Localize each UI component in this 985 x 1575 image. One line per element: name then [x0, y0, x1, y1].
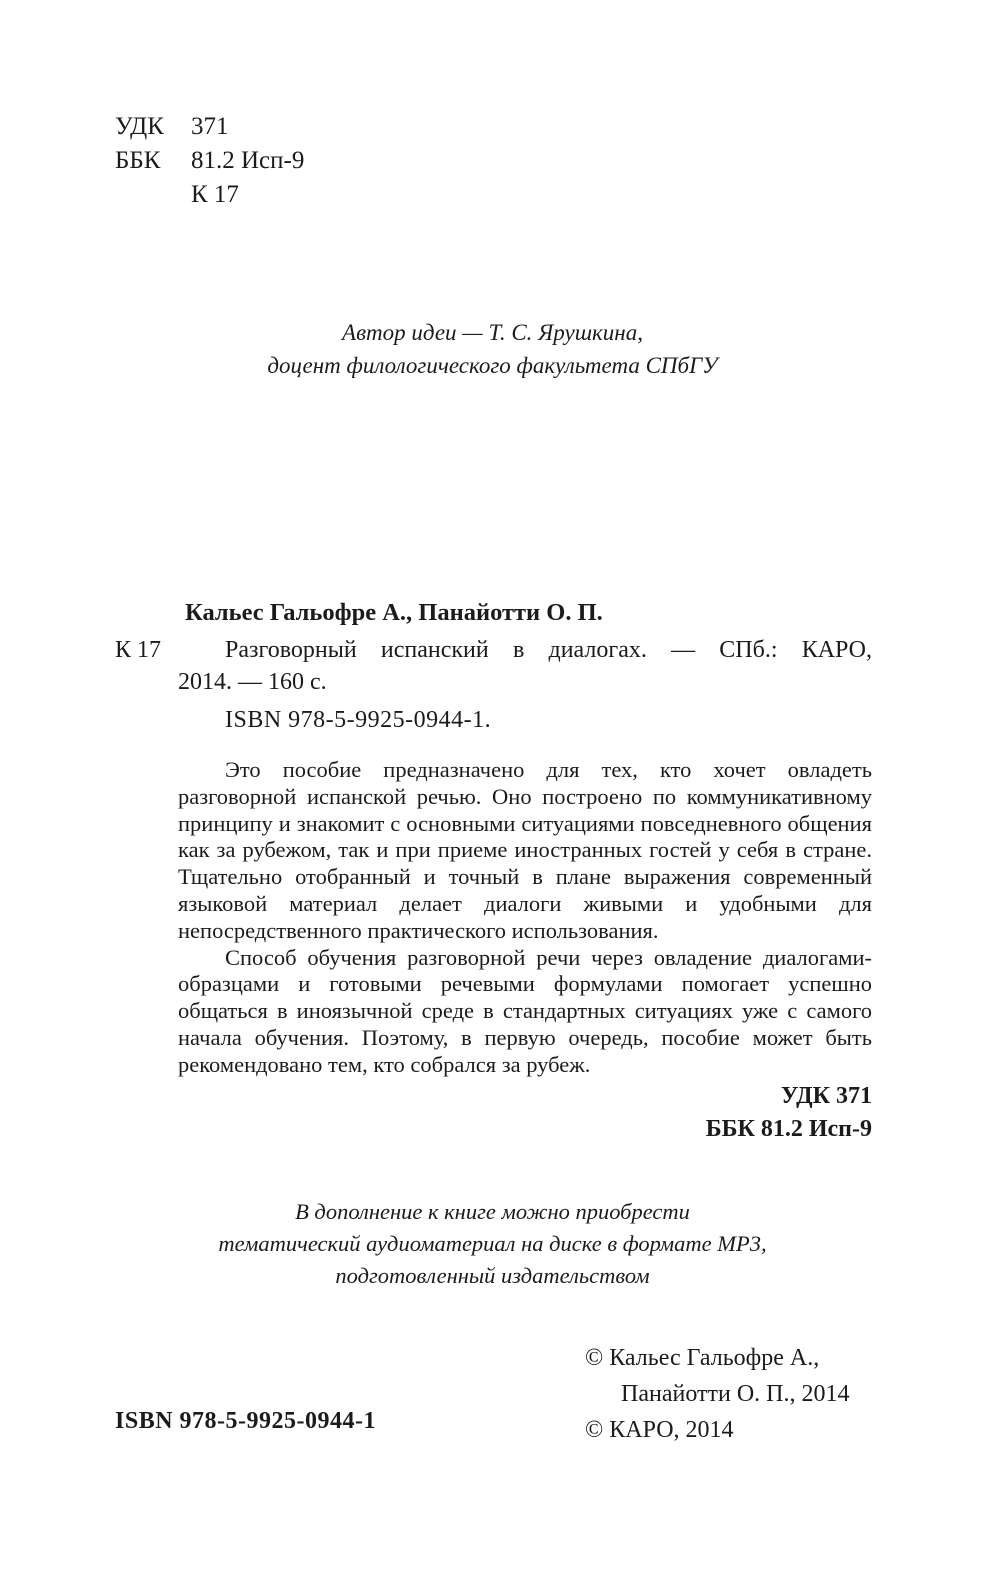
addendum-line3: подготовленный издательством — [335, 1263, 650, 1288]
copyright-block — [585, 1340, 850, 1448]
udk-code-row — [115, 110, 304, 144]
bibliographic-isbn: ISBN 978-5-9925-0944-1. — [225, 707, 492, 733]
author-sign-row — [115, 178, 304, 212]
bbk-label: ББК — [115, 147, 161, 174]
bottom-bbk-code: ББК 81.2 Исп-9 — [705, 1116, 872, 1142]
bottom-udk-code: УДК 371 — [780, 1083, 872, 1109]
copyright-authors-line1: © Кальес Гальофре А., — [585, 1345, 820, 1371]
author-sign-code: К 17 — [115, 637, 162, 663]
addendum-line2: тематический аудиоматериал на диске в формате МР3, — [218, 1231, 767, 1256]
bibliographic-authors: Кальес Гальофре А., Панайотти О. П. — [185, 599, 603, 626]
classification-codes-block — [115, 110, 304, 212]
annotation-block — [178, 757, 872, 1079]
udk-value: 371 — [191, 113, 229, 140]
author-sign-value: К 17 — [191, 181, 239, 208]
bibliographic-description-line1: Разговорный испанский в диалогах. — СПб.: КАРО, — [225, 637, 872, 663]
idea-author-line1: Автор идеи — Т. С. Ярушкина, — [342, 320, 643, 345]
addendum-line1: В дополнение к книге можно приобрести — [295, 1199, 690, 1224]
annotation-paragraph-2: Способ обучения разговорной речи через овладение диалогами-образцами и готовыми речевыми формулами помогает успешно общаться в иноязычной среде в стандартных ситуациях уже с самого начала обучения. Поэтому, в первую очередь, пособие может быть рекомендовано тем, кто собрался за рубеж. — [178, 944, 872, 1077]
bottom-classification-codes — [706, 1080, 872, 1146]
udk-label: УДК — [115, 113, 164, 140]
bibliographic-entry — [115, 634, 872, 698]
audio-addendum-note — [0, 1196, 985, 1292]
bibliographic-description-line2: 2014. — 160 с. — [178, 669, 327, 695]
annotation-paragraph-1: Это пособие предназначено для тех, кто хочет овладеть разговорной испанской речью. Оно построено по коммуникативному принципу и знакомит с основными ситуациями повседневного общения как за рубежом, так и при приеме иностранных гостей у себя в стране. Тщательно отобранный и точный в плане выражения современный языковой материал делает диалоги живыми и удобными для непосредственного практического использования. — [178, 757, 872, 943]
author-sign-spacer — [115, 178, 191, 212]
idea-author-line2: доцент филологического факультета СПбГУ — [267, 353, 718, 378]
footer-isbn: ISBN 978-5-9925-0944-1 — [115, 1408, 376, 1434]
bbk-code-row — [115, 144, 304, 178]
copyright-publisher: © КАРО, 2014 — [585, 1417, 734, 1443]
idea-author-note — [0, 316, 985, 382]
bbk-value: 81.2 Исп-9 — [191, 147, 305, 174]
copyright-authors-line2: Панайотти О. П., 2014 — [621, 1381, 850, 1407]
